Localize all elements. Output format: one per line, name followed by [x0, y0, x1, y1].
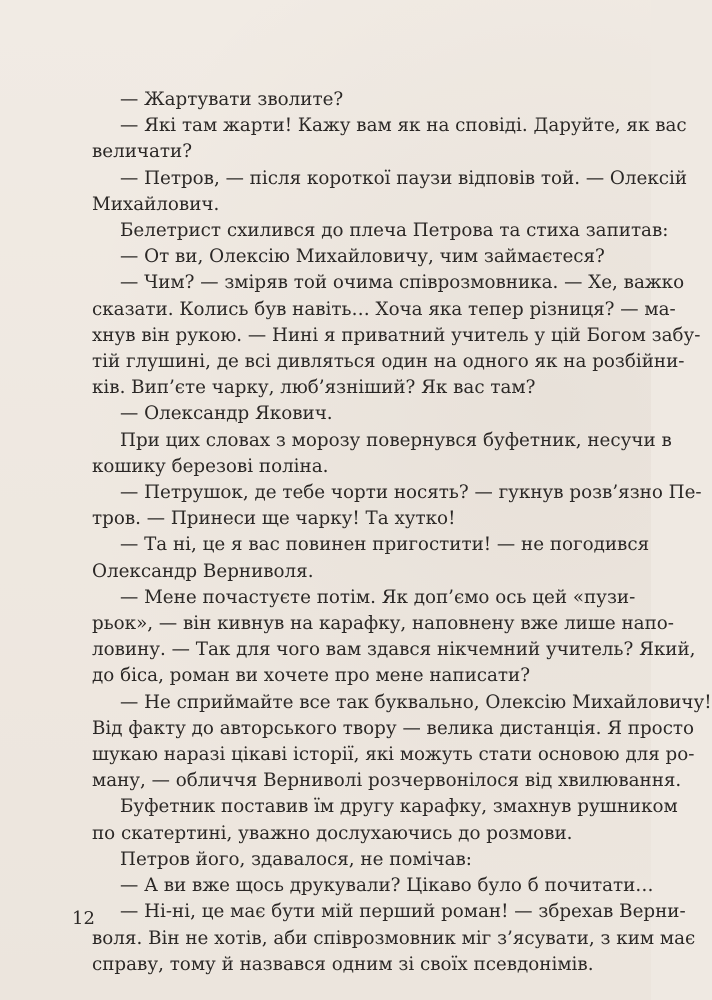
text-line-5: Михайлович.	[92, 193, 220, 215]
text-line-9: сказати. Колись був навіть… Хоча яка тепер різниця? — ма-	[92, 298, 676, 320]
text-line-8: — Чим? — зміряв той очима співрозмовника. — Хе, важко	[120, 272, 685, 294]
text-line-19: Олександр Верниволя.	[92, 560, 314, 582]
text-line-28: Буфетник поставив їм другу карафку, змахнув рушником	[120, 796, 678, 818]
text-line-10: хнув він рукою. — Нині я приватний учитель у цій Богом забу-	[92, 324, 701, 346]
text-line-31: — А ви вже щось друкували? Цікаво було б почитати…	[120, 875, 654, 897]
text-line-27: ману, — обличчя Верниволі розчервонілося від хвилювання.	[92, 770, 682, 792]
text-line-17: тров. — Принеси ще чарку! Та хутко!	[92, 508, 456, 530]
text-line-4: — Петров, — після короткої паузи відповів той. — Олексій	[120, 167, 688, 189]
text-line-22: ловину. — Так для чого вам здався нікчемний учитель? Який,	[92, 639, 696, 661]
text-line-1: — Жартувати зволите?	[120, 89, 344, 110]
text-line-30: Петров його, здавалося, не помічав:	[120, 848, 472, 870]
text-line-20: — Мене почастуєте потім. Як доп’ємо ось цей «пузи-	[120, 586, 636, 608]
text-line-3: величати?	[92, 141, 192, 163]
body-text	[92, 87, 712, 978]
text-line-2: — Які там жарти! Кажу вам як на сповіді. Даруйте, як вас	[120, 115, 687, 137]
text-line-11: тій глушині, де всі дивляться один на одного як на розбійни-	[92, 351, 685, 373]
text-line-7: — От ви, Олексію Михайловичу, чим займаєтеся?	[120, 246, 605, 268]
text-line-25: Від факту до авторського твору — велика дистанція. Я просто	[92, 717, 695, 739]
text-line-13: — Олександр Якович.	[120, 403, 333, 425]
text-line-33: воля. Він не хотів, аби співрозмовник міг з’ясувати, з ким має	[92, 927, 696, 949]
text-line-21: рьок», — він кивнув на карафку, наповнену вже лише напо-	[92, 613, 674, 635]
text-line-14: При цих словах з морозу повернувся буфетник, несучи в	[120, 429, 672, 451]
text-line-34: справу, тому й назвався одним зі своїх псевдонімів.	[92, 953, 594, 975]
text-line-15: кошику березові поліна.	[92, 455, 329, 477]
page-number: 12	[72, 908, 95, 929]
text-line-24: — Не сприймайте все так буквально, Олексію Михайловичу!	[120, 691, 712, 713]
text-line-12: ків. Вип’єте чарку, люб’язніший? Як вас там?	[92, 377, 536, 399]
text-line-16: — Петрушок, де тебе чорти носять? — гукнув розв’язно Пе-	[120, 482, 702, 504]
text-line-32: — Ні-ні, це має бути мій перший роман! — збрехав Верни-	[120, 901, 686, 923]
text-line-26: шукаю наразі цікаві історії, які можуть стати основою для ро-	[92, 744, 695, 766]
text-line-23: до біса, роман ви хочете про мене написати?	[92, 665, 531, 687]
text-line-18: — Та ні, це я вас повинен пригостити! — не погодився	[120, 534, 650, 556]
text-line-6: Белетрист схилився до плеча Петрова та стиха запитав:	[120, 220, 669, 242]
text-line-29: по скатертині, уважно дослухаючись до розмови.	[92, 822, 573, 844]
